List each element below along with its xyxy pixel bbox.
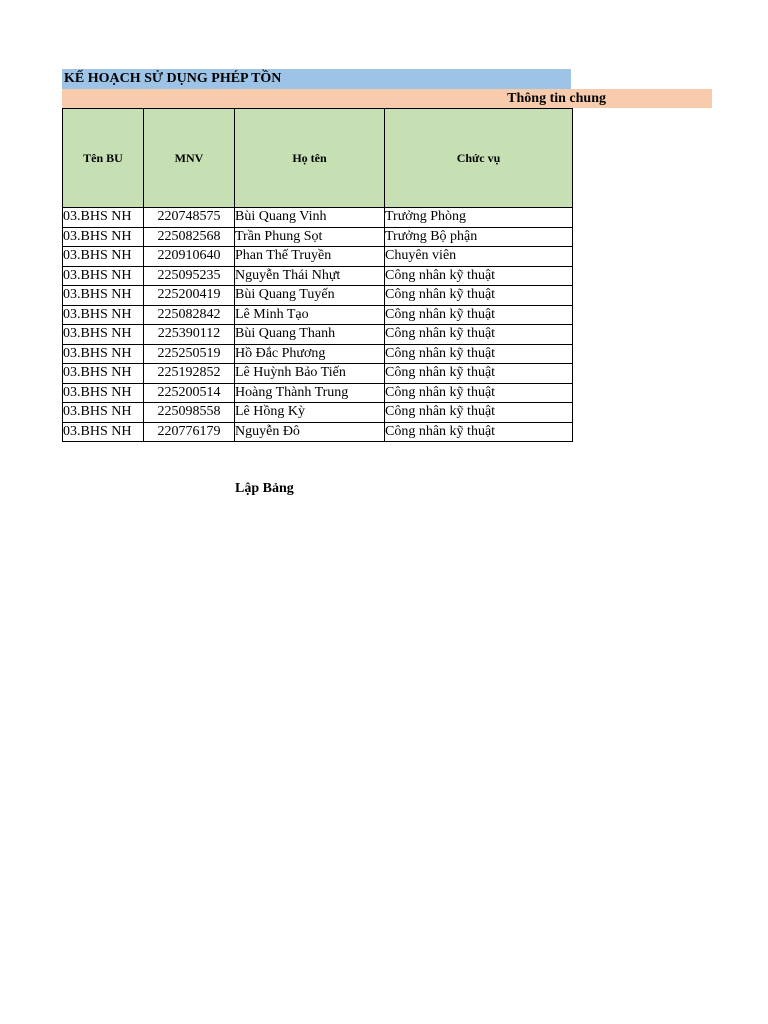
column-header-mnv: MNV	[144, 109, 235, 208]
cell-role[interactable]: Công nhân kỹ thuật	[385, 325, 573, 345]
table-row	[63, 364, 573, 384]
cell-role[interactable]: Trưởng Phòng	[385, 208, 573, 228]
cell-name[interactable]: Bùi Quang Vinh	[235, 208, 385, 228]
table-row	[63, 305, 573, 325]
cell-name[interactable]: Nguyễn Đô	[235, 422, 385, 442]
cell-name[interactable]: Nguyễn Thái Nhựt	[235, 266, 385, 286]
cell-mnv[interactable]: 220748575	[144, 208, 235, 228]
cell-mnv[interactable]: 220776179	[144, 422, 235, 442]
cell-bu[interactable]: 03.BHS NH	[63, 403, 144, 423]
cell-role[interactable]: Công nhân kỹ thuật	[385, 403, 573, 423]
column-header-role: Chức vụ	[385, 109, 573, 208]
section-title: Thông tin chung	[507, 91, 606, 106]
cell-mnv[interactable]: 225390112	[144, 325, 235, 345]
cell-mnv[interactable]: 225082842	[144, 305, 235, 325]
cell-role[interactable]: Công nhân kỹ thuật	[385, 305, 573, 325]
sheet-title: KẾ HOẠCH SỬ DỤNG PHÉP TỒN	[62, 69, 571, 89]
cell-role[interactable]: Công nhân kỹ thuật	[385, 344, 573, 364]
cell-bu[interactable]: 03.BHS NH	[63, 383, 144, 403]
cell-name[interactable]: Hoàng Thành Trung	[235, 383, 385, 403]
cell-bu[interactable]: 03.BHS NH	[63, 364, 144, 384]
column-header-bu: Tên BU	[63, 109, 144, 208]
table-body	[63, 208, 573, 442]
cell-mnv[interactable]: 225192852	[144, 364, 235, 384]
cell-bu[interactable]: 03.BHS NH	[63, 286, 144, 306]
table-row	[63, 325, 573, 345]
cell-name[interactable]: Lê Minh Tạo	[235, 305, 385, 325]
cell-mnv[interactable]: 225200514	[144, 383, 235, 403]
cell-bu[interactable]: 03.BHS NH	[63, 247, 144, 267]
cell-mnv[interactable]: 220910640	[144, 247, 235, 267]
cell-role[interactable]: Công nhân kỹ thuật	[385, 266, 573, 286]
cell-bu[interactable]: 03.BHS NH	[63, 208, 144, 228]
cell-bu[interactable]: 03.BHS NH	[63, 305, 144, 325]
cell-mnv[interactable]: 225200419	[144, 286, 235, 306]
cell-bu[interactable]: 03.BHS NH	[63, 422, 144, 442]
table-row	[63, 247, 573, 267]
cell-bu[interactable]: 03.BHS NH	[63, 344, 144, 364]
cell-role[interactable]: Công nhân kỹ thuật	[385, 286, 573, 306]
cell-name[interactable]: Hồ Đắc Phương	[235, 344, 385, 364]
cell-bu[interactable]: 03.BHS NH	[63, 227, 144, 247]
cell-mnv[interactable]: 225250519	[144, 344, 235, 364]
cell-name[interactable]: Lê Hồng Kỳ	[235, 403, 385, 423]
cell-name[interactable]: Phan Thế Truyền	[235, 247, 385, 267]
cell-name[interactable]: Trần Phung Sọt	[235, 227, 385, 247]
cell-name[interactable]: Bùi Quang Tuyến	[235, 286, 385, 306]
cell-role[interactable]: Công nhân kỹ thuật	[385, 422, 573, 442]
table-row	[63, 266, 573, 286]
table-row	[63, 344, 573, 364]
cell-name[interactable]: Bùi Quang Thanh	[235, 325, 385, 345]
cell-mnv[interactable]: 225098558	[144, 403, 235, 423]
cell-name[interactable]: Lê Huỳnh Bảo Tiến	[235, 364, 385, 384]
footer-label: Lập Bảng	[235, 481, 294, 496]
cell-mnv[interactable]: 225095235	[144, 266, 235, 286]
table-row	[63, 227, 573, 247]
table-row	[63, 208, 573, 228]
cell-role[interactable]: Công nhân kỹ thuật	[385, 383, 573, 403]
table-row	[63, 403, 573, 423]
table-header-row	[63, 109, 573, 208]
section-header-bar	[62, 89, 712, 108]
column-header-name: Họ tên	[235, 109, 385, 208]
employee-table	[62, 108, 573, 442]
table-row	[63, 286, 573, 306]
cell-role[interactable]: Công nhân kỹ thuật	[385, 364, 573, 384]
table-row	[63, 383, 573, 403]
cell-role[interactable]: Chuyên viên	[385, 247, 573, 267]
cell-mnv[interactable]: 225082568	[144, 227, 235, 247]
table-row	[63, 422, 573, 442]
cell-bu[interactable]: 03.BHS NH	[63, 325, 144, 345]
cell-bu[interactable]: 03.BHS NH	[63, 266, 144, 286]
cell-role[interactable]: Trưởng Bộ phận	[385, 227, 573, 247]
